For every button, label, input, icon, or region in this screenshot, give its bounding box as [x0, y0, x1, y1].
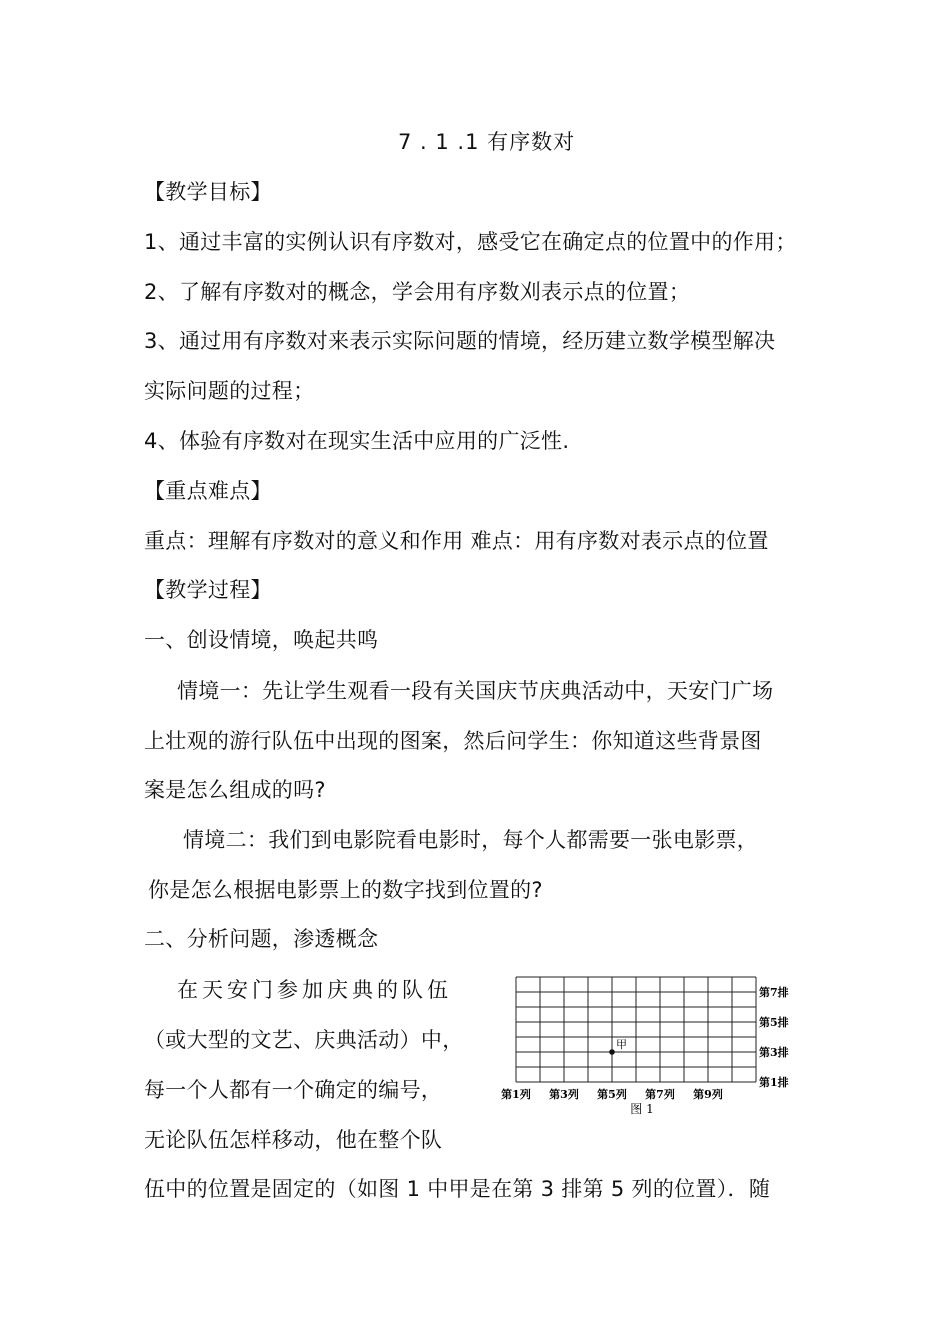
row-label: 第3排 — [759, 1046, 789, 1059]
figure-caption: 图 1 — [630, 1102, 654, 1116]
objective-2: 2、了解有序数对的概念，学会用有序数刈表示点的位置； — [144, 280, 691, 304]
paragraph-line-3: 每一个人都有一个确定的编号， — [144, 1078, 443, 1102]
scenario-1-line-3: 案是怎么组成的吗? — [144, 778, 326, 802]
scenario-2-line-2: 你是怎么根据电影票上的数字找到位置的? — [148, 878, 543, 902]
grid-lines — [516, 977, 756, 1082]
section-heading-objectives: 【教学目标】 — [144, 180, 272, 204]
column-label: 第9列 — [693, 1088, 723, 1101]
part-2-heading: 二、分析问题，渗透概念 — [144, 927, 379, 951]
paragraph-line-4: 无论队伍怎样移动，他在整个队 — [144, 1128, 443, 1152]
objective-1: 1、通过丰富的实例认识有序数对，感受它在确定点的位置中的作用； — [144, 230, 797, 254]
seating-grid-figure — [494, 970, 794, 1130]
objective-4: 4、体验有序数对在现实生活中应用的广泛性. — [144, 429, 570, 453]
scenario-1-line-1: 情境一：先让学生观看一段有关国庆节庆典活动中，天安门广场 — [177, 679, 774, 703]
keypoints-text: 重点：理解有序数对的意义和作用 难点：用有序数对表示点的位置 — [144, 529, 769, 553]
section-heading-process: 【教学过程】 — [144, 578, 272, 602]
point-jia-label: 甲 — [616, 1038, 627, 1051]
row-labels — [759, 985, 789, 1089]
column-labels — [501, 1087, 723, 1101]
column-label: 第7列 — [645, 1088, 675, 1101]
paragraph-line-2: （或大型的文艺、庆典活动）中， — [144, 1028, 464, 1052]
scenario-1-line-2: 上壮观的游行队伍中出现的图案，然后问学生：你知道这些背景图 — [144, 729, 762, 753]
row-label: 第1排 — [759, 1076, 789, 1089]
column-label: 第5列 — [597, 1088, 627, 1101]
section-heading-keypoints: 【重点难点】 — [144, 479, 272, 503]
paragraph-line-5: 伍中的位置是固定的（如图 1 中甲是在第 3 排第 5 列的位置）．随 — [144, 1177, 771, 1201]
objective-3-line-2: 实际问题的过程； — [144, 379, 315, 403]
part-1-heading: 一、创设情境，唤起共鸣 — [144, 628, 379, 652]
point-jia-marker — [609, 1049, 615, 1055]
row-label: 第7排 — [759, 986, 789, 999]
page-title: 7 . 1 .1 有序数对 — [398, 130, 576, 154]
objective-3-line-1: 3、通过用有序数对来表示实际问题的情境，经历建立数学模型解决 — [144, 329, 776, 353]
scenario-2-line-1: 情境二：我们到电影院看电影时，每个人都需要一张电影票， — [183, 828, 759, 852]
paragraph-line-1: 在天安门参加庆典的队伍 — [177, 978, 452, 1002]
column-label: 第3列 — [549, 1088, 579, 1101]
column-label: 第1列 — [501, 1088, 531, 1101]
row-label: 第5排 — [759, 1016, 789, 1029]
